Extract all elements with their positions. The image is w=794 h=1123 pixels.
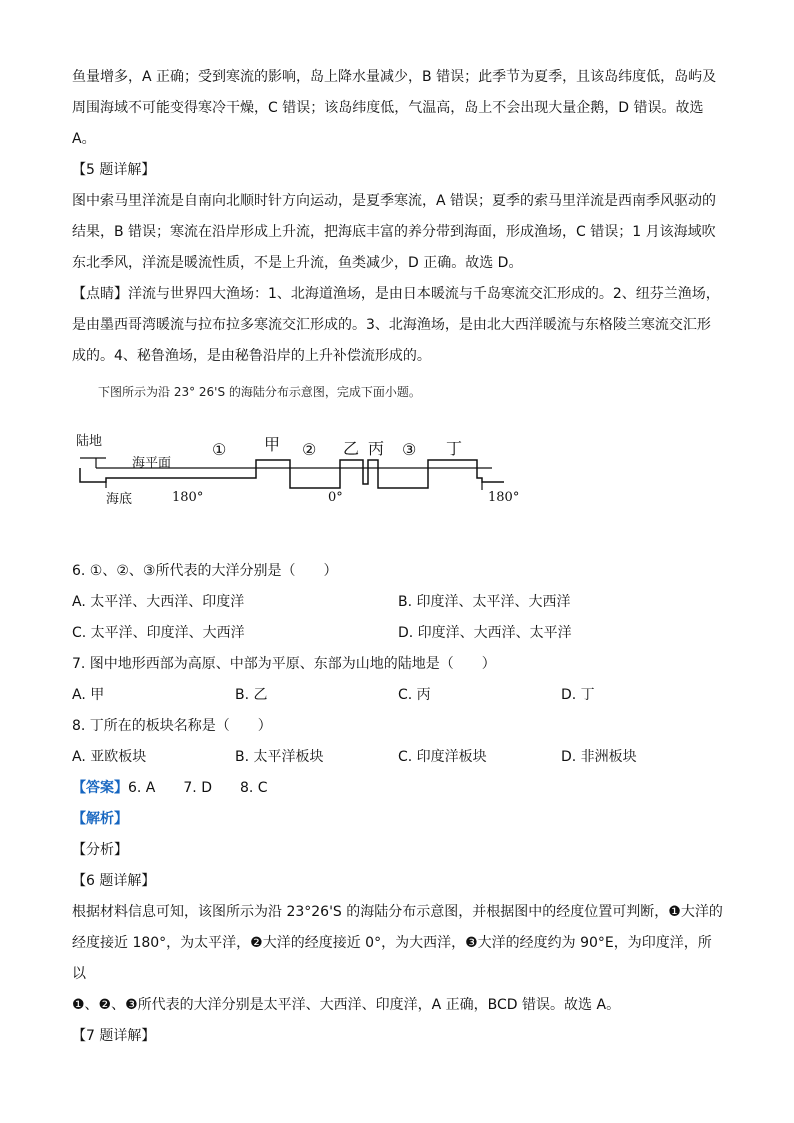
q6-explain-line: 根据材料信息可知，该图所示为沿 23°26'S 的海陆分布示意图，并根据图中的经度位置可判断，❶大洋的: [72, 904, 723, 920]
land-ding-label: 丁: [446, 439, 463, 458]
q5-line: 结果，B 错误；寒流在沿岸形成上升流，把海底丰富的养分带到海面，形成渔场，C 错误；1 月该海域吹: [72, 224, 716, 240]
q8-option-a: A. 亚欧板块: [72, 749, 147, 765]
dianjing-text: 洋流与世界四大渔场：1、北海道渔场，是由日本暖流与千岛寒流交汇形成的。2、纽芬兰渔场，: [128, 286, 720, 302]
land-bing-label: 丙: [368, 439, 385, 458]
ocean-1-label: ①: [212, 440, 227, 459]
ocean-3-label: ③: [402, 440, 417, 459]
land-sea-profile-figure: [72, 418, 532, 518]
q6-option-d: D. 印度洋、大西洋、太平洋: [398, 625, 572, 641]
figure-intro: 下图所示为沿 23° 26'S 的海陆分布示意图，完成下面小题。: [98, 385, 421, 399]
q6-option-b: B. 印度洋、太平洋、大西洋: [398, 594, 571, 610]
answer-line: [72, 773, 724, 804]
land-jia-label: 甲: [264, 435, 281, 454]
lon-right-label: 180°: [488, 490, 520, 505]
sea-floor-label: 海底: [106, 492, 133, 507]
q6-options-row: [72, 618, 724, 649]
q6-heading: 【6 题详解】: [72, 873, 156, 889]
q6-option-a: A. 太平洋、大西洋、印度洋: [72, 594, 245, 610]
lon-left-label: 180°: [172, 490, 204, 505]
para-line: 周围海域不可能变得寒冷干燥，C 错误；该岛纬度低，气温高，岛上不会出现大量企鹅，D 错误。故选: [72, 100, 704, 116]
q7-option-a: A. 甲: [72, 687, 105, 703]
q5-heading: 【5 题详解】: [72, 162, 156, 178]
para-line: 鱼量增多，A 正确；受到寒流的影响，岛上降水量减少，B 错误；此季节为夏季，且该岛纬度低，岛屿及: [72, 69, 717, 85]
jiexi-heading: 【解析】: [72, 811, 128, 827]
land-label: 陆地: [76, 434, 103, 449]
land-yi-label: 乙: [343, 439, 360, 458]
dianjing-line: 是由墨西哥湾暖流与拉布拉多寒流交汇形成的。3、北海渔场，是由北大西洋暖流与东格陵兰寒流交汇形: [72, 317, 711, 333]
dianjing-tag: 【点睛】: [72, 286, 128, 302]
q6-explain-line: 经度接近 180°，为太平洋，❷大洋的经度接近 0°，为大西洋，❸大洋的经度约为 90°E，为印度洋，所以: [72, 935, 712, 982]
dianjing-line: [72, 279, 724, 310]
q7-stem: 7. 图中地形西部为高原、中部为平原、东部为山地的陆地是（ ）: [72, 656, 496, 672]
q8-options-row: [72, 742, 724, 773]
q7-heading: 【7 题详解】: [72, 1028, 156, 1044]
q7-option-c: C. 丙: [398, 687, 431, 703]
answer-tag: 【答案】: [72, 780, 128, 796]
q8-stem: 8. 丁所在的板块名称是（ ）: [72, 718, 272, 734]
para-line: A。: [72, 131, 96, 147]
q6-option-c: C. 太平洋、印度洋、大西洋: [72, 625, 245, 641]
q7-option-d: D. 丁: [561, 687, 595, 703]
q7-options-row: [72, 680, 724, 711]
q8-option-c: C. 印度洋板块: [398, 749, 487, 765]
q6-options-row: [72, 587, 724, 618]
q8-option-d: D. 非洲板块: [561, 749, 637, 765]
q8-option-b: B. 太平洋板块: [235, 749, 324, 765]
q7-option-b: B. 乙: [235, 687, 268, 703]
ocean-2-label: ②: [302, 440, 317, 459]
answer-text: 6. A 7. D 8. C: [128, 780, 268, 796]
dianjing-line: 成的。4、秘鲁渔场，是由秘鲁沿岸的上升补偿流形成的。: [72, 348, 431, 364]
fenxi-heading: 【分析】: [72, 842, 128, 858]
document-page: [72, 62, 724, 1052]
q6-explain-line: ❶、❷、❸所代表的大洋分别是太平洋、大西洋、印度洋，A 正确，BCD 错误。故选 A。: [72, 997, 621, 1013]
q5-line: 图中索马里洋流是自南向北顺时针方向运动，是夏季寒流，A 错误；夏季的索马里洋流是西南季风驱动的: [72, 193, 717, 209]
sea-surface-label: 海平面: [132, 456, 172, 471]
lon-mid-label: 0°: [328, 490, 343, 505]
q6-stem: 6. ①、②、③所代表的大洋分别是（ ）: [72, 563, 338, 579]
q5-line: 东北季风，洋流是暖流性质，不是上升流，鱼类减少，D 正确。故选 D。: [72, 255, 523, 271]
